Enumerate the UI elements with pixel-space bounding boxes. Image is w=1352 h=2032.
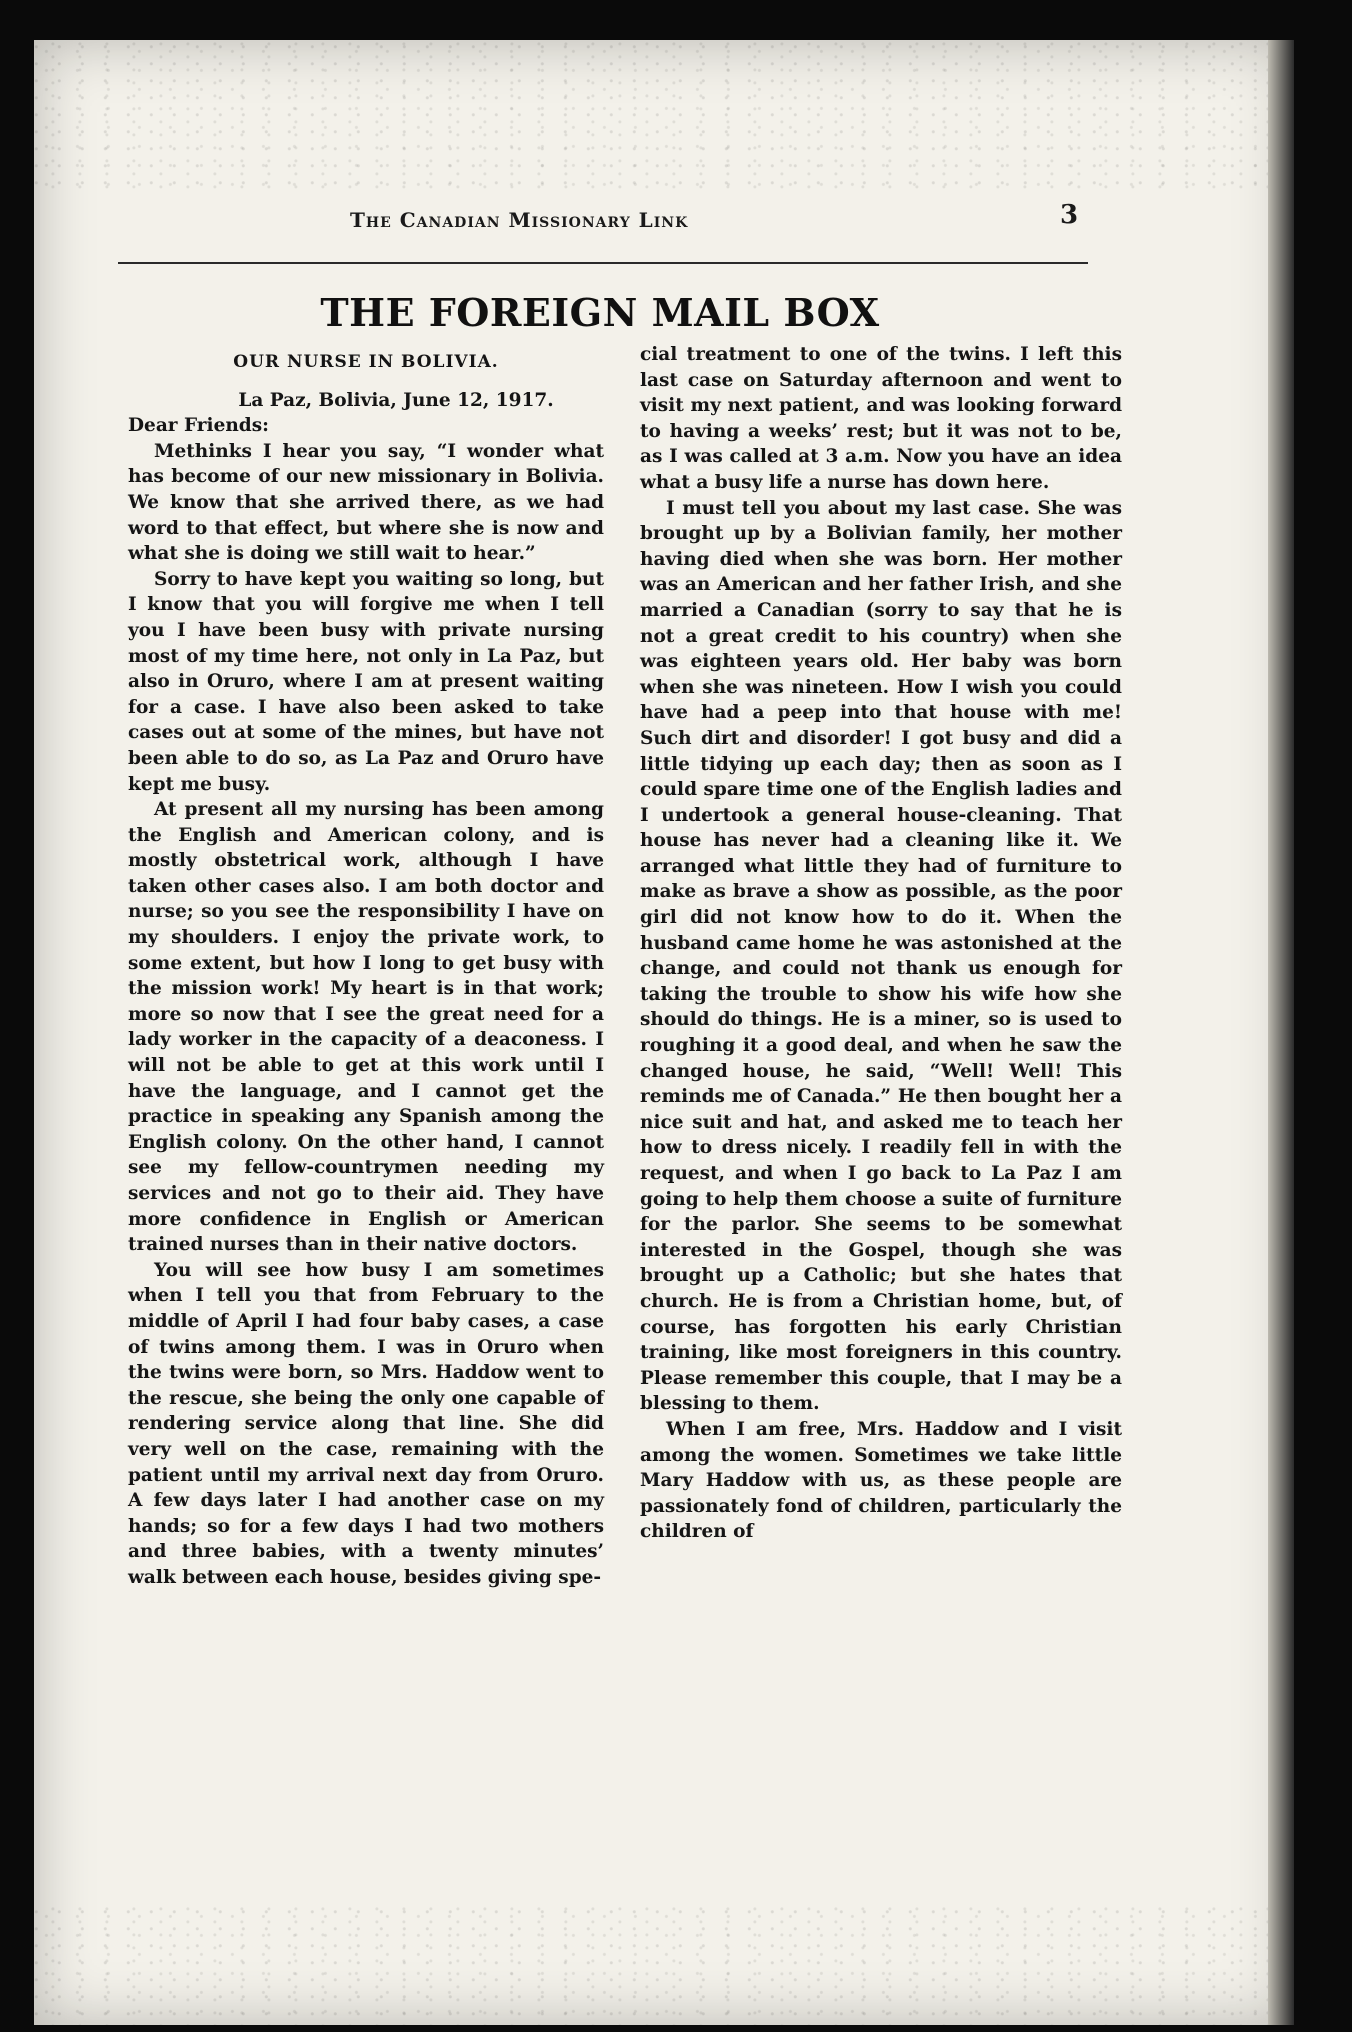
right-column [640, 342, 1122, 1545]
paragraph: When I am free, Mrs. Haddow and I visit among the women. Sometimes we take little Mary Haddow with us, as these people are passionately fond of children, particularly the children of [640, 1418, 1122, 1543]
page-edge-shadow [1268, 40, 1294, 2025]
salutation: Dear Friends: [128, 415, 269, 437]
paragraph: Methinks I hear you say, “I wonder what has become of our new missionary in Bolivia. We know that she arrived there, as we had word to that effect, but where she is now and what she is doing we still wait to hear.” [128, 440, 604, 565]
paragraph: I must tell you about my last case. She was brought up by a Bolivian family, her mother having died when she was born. Her mother was an American and her father Irish, and she married a Canadian (sorry to say that he is not a great credit to his country) when she was eighteen years old. Her baby was born when she was nineteen. How I wish you could have had a peep into that house with me! Such dirt and disorder! I got busy and did a little tidying up each day; then as soon as I could spare time one of the English ladies and I undertook a general house-cleaning. That house has never had a cleaning like it. We arranged what little they had of furniture to make as brave a show as possible, as the poor girl did not know how to do it. When the husband came home he was astonished at the change, and could not thank us enough for taking the trouble to show his wife how she should do things. He is a miner, so is used to roughing it a good deal, and when he saw the changed house, he said, “Well! Well! This reminds me of Canada.” He then bought her a nice suit and hat, and asked me to teach her how to dress nicely. I readily fell in with the request, and when I go back to La Paz I am going to help them choose a suite of furniture for the parlor. She seems to be somewhat interested in the Gospel, though she was brought up a Catholic; but she hates that church. He is from a Christian home, but, of course, has forgotten his early Christian training, like most foreigners in this country. Please remember this couple, that I may be a blessing to them. [640, 497, 1122, 1415]
running-head: The Canadian Missionary Link [350, 208, 689, 232]
page-number: 3 [1060, 200, 1079, 230]
paragraph: Sorry to have kept you waiting so long, but I know that you will forgive me when I tell you I have been busy with private nursing most of my time here, not only in La Paz, but also in Oruro, where I am at present waiting for a case. I have also been asked to take cases out at some of the mines, but have not been able to do so, as La Paz and Oruro have kept me busy. [128, 568, 604, 795]
paper-speckle-bottom [34, 1905, 1294, 2025]
header-rule [118, 262, 1088, 264]
article-title: OUR NURSE IN BOLIVIA. [233, 352, 499, 372]
paragraph-continued: cial treatment to one of the twins. I left this last case on Saturday afternoon and went to visit my next patient, and was looking forward to having a weeks’ rest; but it was not to be, as I was called at 3 a.m. Now you have an idea what a busy life a nurse has down here. [640, 344, 1122, 493]
left-column [128, 342, 604, 1591]
section-title: THE FOREIGN MAIL BOX [320, 290, 880, 335]
paragraph: You will see how busy I am sometimes when I tell you that from February to the middle of April I had four baby cases, a case of twins among them. I was in Oruro when the twins were born, so Mrs. Haddow went to the rescue, she being the only one capable of rendering service along that line. She did very well on the case, remaining with the patient until my arrival next day from Oruro. A few days later I had another case on my hands; so for a few days I had two mothers and three babies, with a twenty minutes’ walk between each house, besides giving spe- [128, 1259, 604, 1588]
dateline: La Paz, Bolivia, June 12, 1917. [238, 389, 554, 411]
paragraph: At present all my nursing has been among the English and American colony, and is mostly obstetrical work, although I have taken other cases also. I am both doctor and nurse; so you see the responsibility I have on my shoulders. I enjoy the private work, to some extent, but how I long to get busy with the mission work! My heart is in that work; more so now that I see the great need for a lady worker in the capacity of a deaconess. I will not be able to get at this work until I have the language, and I cannot get the practice in speaking any Spanish among the English colony. On the other hand, I cannot see my fellow-countrymen needing my services and not go to their aid. They have more confidence in English or American trained nurses than in their native doctors. [128, 799, 604, 1256]
paper-speckle-top [34, 40, 1294, 190]
